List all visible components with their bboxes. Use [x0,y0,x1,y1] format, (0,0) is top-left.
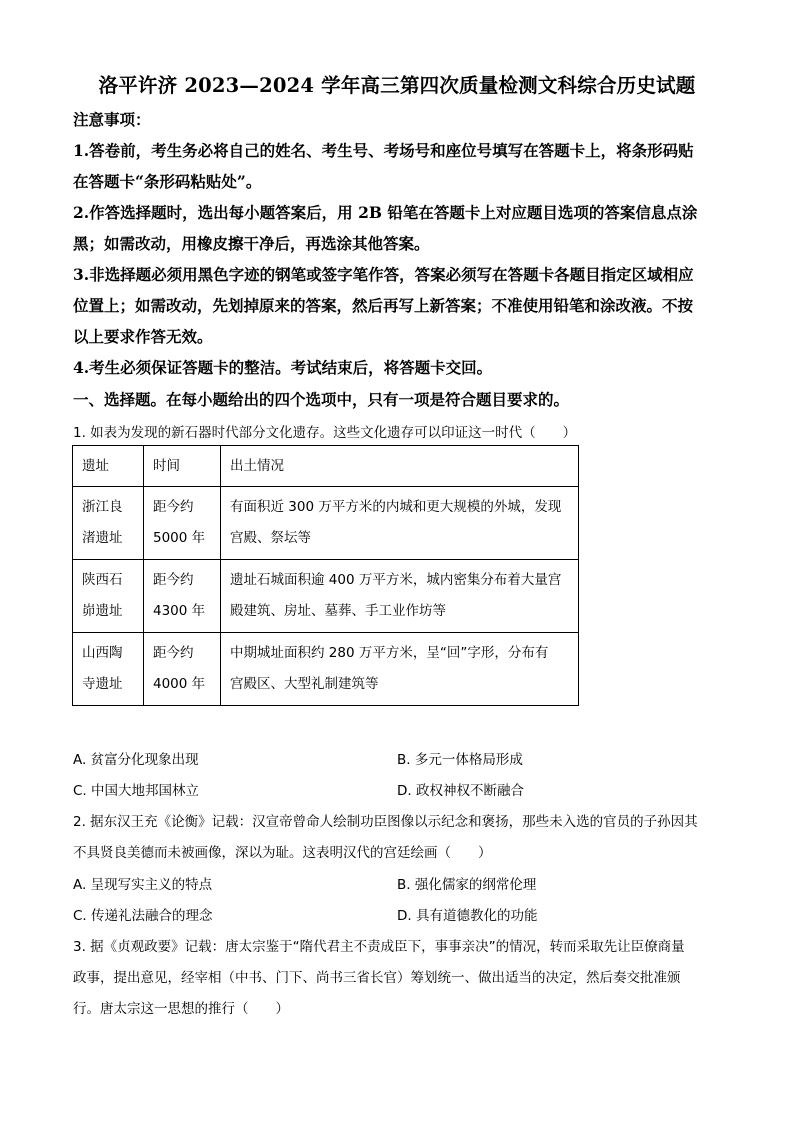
option-a: A. 贫富分化现象出现 [73,752,199,768]
cell-line: 5000 年 [153,530,206,546]
question-stem: 不具贤良美德而未被画像，深以为耻。这表明汉代的宫廷绘画（ ） [73,845,492,861]
notice-line: 以上要求作答无效。 [73,327,213,346]
table-row [73,487,579,560]
time-cell [144,487,221,560]
table-header-row [73,446,579,487]
cell-line: 距今约 [153,572,194,588]
question-stem: 3. 据《贞观政要》记载：唐太宗鉴于“隋代君主不责成臣下，事事亲决”的情况，转而采取先让臣僚商量 [73,939,685,955]
exam-title: 洛平许济 2023—2024 学年高三第四次质量检测文科综合历史试题 [98,74,696,97]
option-d: D. 政权神权不断融合 [397,783,524,799]
cell-line: 山西陶 [82,645,123,661]
option-c: C. 中国大地邦国林立 [73,783,200,799]
site-cell [73,487,144,560]
option-a: A. 呈现写实主义的特点 [73,877,213,893]
column-header-time: 时间 [144,446,221,487]
site-cell [73,633,144,706]
finds-cell [221,487,579,560]
notice-line: 位置上；如需改动，先划掉原来的答案，然后再写上新答案；不准使用铅笔和涂改液。不按 [73,296,694,315]
cell-line: 宫殿区、大型礼制建筑等 [230,676,379,692]
cell-line: 距今约 [153,499,194,515]
cell-line: 峁遗址 [82,603,123,619]
question-stem: 政事，提出意见，经宰相（中书、门下、尚书三省长官）筹划统一、做出适当的决定，然后奏交批准颁 [73,970,681,986]
cell-line: 宫殿、祭坛等 [230,530,311,546]
cell-line: 距今约 [153,645,194,661]
time-cell [144,560,221,633]
relics-table [72,445,579,706]
cell-line: 4000 年 [153,676,206,692]
notice-line: 4.考生必须保证答题卡的整洁。考试结束后，将答题卡交回。 [73,358,493,377]
notice-heading: 注意事项： [73,110,151,129]
table-row [73,633,579,706]
column-header-finds: 出土情况 [221,446,579,487]
cell-line: 陕西石 [82,572,123,588]
finds-cell [221,633,579,706]
notice-line: 黑；如需改动，用橡皮擦干净后，再选涂其他答案。 [73,234,430,253]
cell-line: 4300 年 [153,603,206,619]
table-row [73,560,579,633]
notice-line: 3.非选择题必须用黑色字迹的钢笔或签字笔作答，答案必须写在答题卡各题目指定区域相应 [73,265,694,284]
cell-line: 寺遗址 [82,676,123,692]
option-c: C. 传递礼法融合的理念 [73,908,213,924]
section-heading: 一、选择题。在每小题给出的四个选项中，只有一项是符合题目要求的。 [73,390,570,409]
notice-line: 1.答卷前，考生务必将自己的姓名、考生号、考场号和座位号填写在答题卡上，将条形码贴 [73,141,694,160]
notice-line: 2.作答选择题时，选出每小题答案后，用 2B 铅笔在答题卡上对应题目选项的答案信息点涂 [73,203,698,222]
cell-line: 殿建筑、房址、墓葬、手工业作坊等 [230,603,446,619]
time-cell [144,633,221,706]
finds-cell [221,560,579,633]
column-header-site: 遗址 [73,446,144,487]
notice-line: 在答题卡“条形码粘贴处”。 [73,172,262,191]
question-stem: 行。唐太宗这一思想的推行（ ） [73,1001,289,1017]
option-b: B. 强化儒家的纲常伦理 [397,877,537,893]
cell-line: 中期城址面积约 280 万平方米，呈“回”字形，分布有 [230,645,549,661]
question-stem: 1. 如表为发现的新石器时代部分文化遗存。这些文化遗存可以印证这一时代（ ） [73,425,577,441]
cell-line: 遗址石城面积逾 400 万平方米，城内密集分布着大量宫 [230,572,562,588]
site-cell [73,560,144,633]
option-d: D. 具有道德教化的功能 [397,908,538,924]
question-stem: 2. 据东汉王充《论衡》记载：汉宣帝曾命人绘制功臣图像以示纪念和褒扬，那些未入选的官员的子孙因其 [73,814,698,830]
option-b: B. 多元一体格局形成 [397,752,523,768]
cell-line: 有面积近 300 万平方米的内城和更大规模的外城，发现 [230,499,562,515]
cell-line: 浙江良 [82,499,123,515]
cell-line: 渚遗址 [82,530,123,546]
